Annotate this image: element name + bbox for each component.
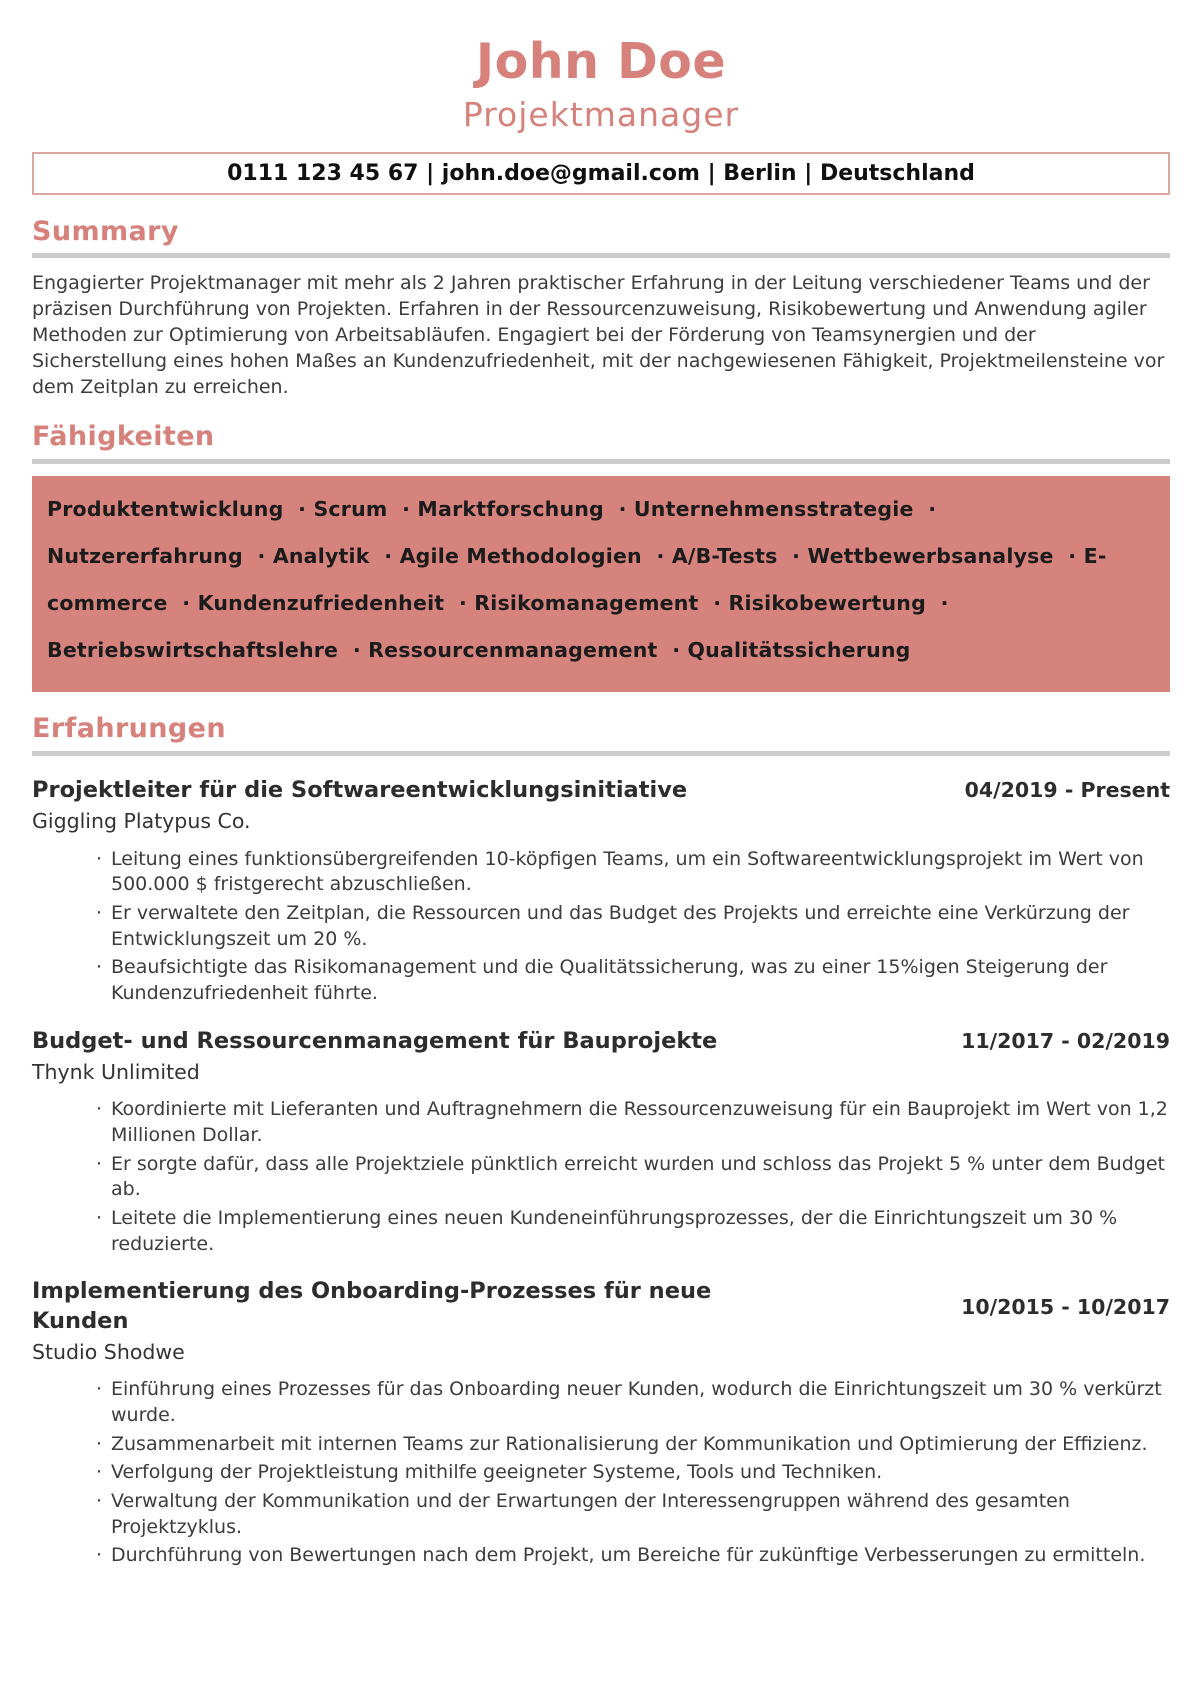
job-title: Implementierung des Onboarding-Prozesses für neue Kunden xyxy=(32,1278,712,1334)
bullet-item: · Er verwaltete den Zeitplan, die Ressourcen und das Budget des Projekts und erreichte eine Verkürzung der Entwicklungszeit um 20 %. xyxy=(96,901,1170,952)
bullet-item: · Leitete die Implementierung eines neuen Kundeneinführungsprozesses, der die Einrichtungszeit um 30 % reduzierte. xyxy=(96,1206,1170,1257)
job-entry-3 xyxy=(32,1277,1170,1569)
skills-heading: Fähigkeiten xyxy=(32,421,215,453)
skills-divider xyxy=(32,459,1170,464)
job-company: Thynk Unlimited xyxy=(32,1059,200,1084)
job-title: Budget- und Ressourcenmanagement für Bauprojekte xyxy=(32,1027,718,1054)
bullet-item: · Durchführung von Bewertungen nach dem Projekt, um Bereiche für zukünftige Verbesserungen zu ermitteln. xyxy=(96,1543,1170,1569)
summary-text: Engagierter Projektmanager mit mehr als 2 Jahren praktischer Erfahrung in der Leitung verschiedener Teams und der präzisen Durchführung von Projekten. Erfahren in der Ressourcenzuweisung, Risikobewertung und Anwendung agiler Methoden zur Optimierung von Arbeitsabläufen. Engagiert bei der Förderung von Teamsynergien und der Sicherstellung eines hohen Maßes an Kundenzufriedenheit, mit der nachgewiesenen Fähigkeit, Projektmeilensteine vor dem Zeitplan zu erreichen. xyxy=(32,272,1165,398)
summary-heading: Summary xyxy=(32,215,179,247)
job-dates: 11/2017 - 02/2019 xyxy=(961,1029,1170,1054)
job-dates: 04/2019 - Present xyxy=(964,778,1170,803)
section-summary xyxy=(32,216,1170,401)
bullet-item: · Verwaltung der Kommunikation und der Erwartungen der Interessengruppen während des gesamten Projektzyklus. xyxy=(96,1489,1170,1540)
resume-header xyxy=(32,34,1170,195)
bullet-item: · Koordinierte mit Lieferanten und Auftragnehmern die Ressourcenzuweisung für ein Bauprojekt im Wert von 1,2 Millionen Dollar. xyxy=(96,1097,1170,1148)
bullet-item: · Beaufsichtigte das Risikomanagement und die Qualitätssicherung, was zu einer 15%igen Steigerung der Kundenzufriedenheit führte. xyxy=(96,955,1170,1006)
experience-divider xyxy=(32,751,1170,756)
job-bullets xyxy=(96,1097,1170,1257)
job-header xyxy=(32,776,1170,805)
candidate-job-title: Projektmanager xyxy=(462,95,740,135)
candidate-name: John Doe xyxy=(475,33,727,90)
bullet-item: · Verfolgung der Projektleistung mithilfe geeigneter Systeme, Tools und Techniken. xyxy=(96,1460,1170,1486)
bullet-item: · Zusammenarbeit mit internen Teams zur Rationalisierung der Kommunikation und Optimierung der Effizienz. xyxy=(96,1432,1170,1458)
job-entry-2 xyxy=(32,1027,1170,1258)
experience-heading: Erfahrungen xyxy=(32,713,226,745)
contact-bar xyxy=(32,152,1170,195)
summary-divider xyxy=(32,253,1170,258)
job-dates: 10/2015 - 10/2017 xyxy=(961,1294,1170,1319)
job-header xyxy=(32,1277,1170,1336)
section-skills xyxy=(32,421,1170,692)
job-bullets xyxy=(96,1377,1170,1568)
job-company: Studio Shodwe xyxy=(32,1339,185,1364)
skills-text: Produktentwicklung · Scrum · Marktforschung · Unternehmensstrategie · Nutzererfahrung · Analytik · Agile Methodologien · A/B-Tests · Wettbewerbsanalyse · E-commerce · Kundenzufriedenheit · Risikomanagement · Risikobewertung · Betriebswirtschaftslehre · Ressourcenmanagement · Qualitätssicherung xyxy=(47,496,1107,663)
contact-line: 0111 123 45 67 | john.doe@gmail.com | Berlin | Deutschland xyxy=(227,160,975,186)
bullet-item: · Einführung eines Prozesses für das Onboarding neuer Kunden, wodurch die Einrichtungszeit um 30 % verkürzt wurde. xyxy=(96,1377,1170,1428)
job-title: Projektleiter für die Softwareentwicklungsinitiative xyxy=(32,776,688,803)
job-entry-1 xyxy=(32,776,1170,1007)
job-bullets xyxy=(96,847,1170,1007)
skills-box xyxy=(32,476,1170,693)
section-experience xyxy=(32,713,1170,1568)
bullet-item: · Er sorgte dafür, dass alle Projektziele pünktlich erreicht wurden und schloss das Projekt 5 % unter dem Budget ab. xyxy=(96,1152,1170,1203)
job-company: Giggling Platypus Co. xyxy=(32,809,251,834)
job-header xyxy=(32,1027,1170,1056)
bullet-item: · Leitung eines funktionsübergreifenden 10-köpfigen Teams, um ein Softwareentwicklungsprojekt im Wert von 500.000 $ fristgerecht abzuschließen. xyxy=(96,847,1170,898)
